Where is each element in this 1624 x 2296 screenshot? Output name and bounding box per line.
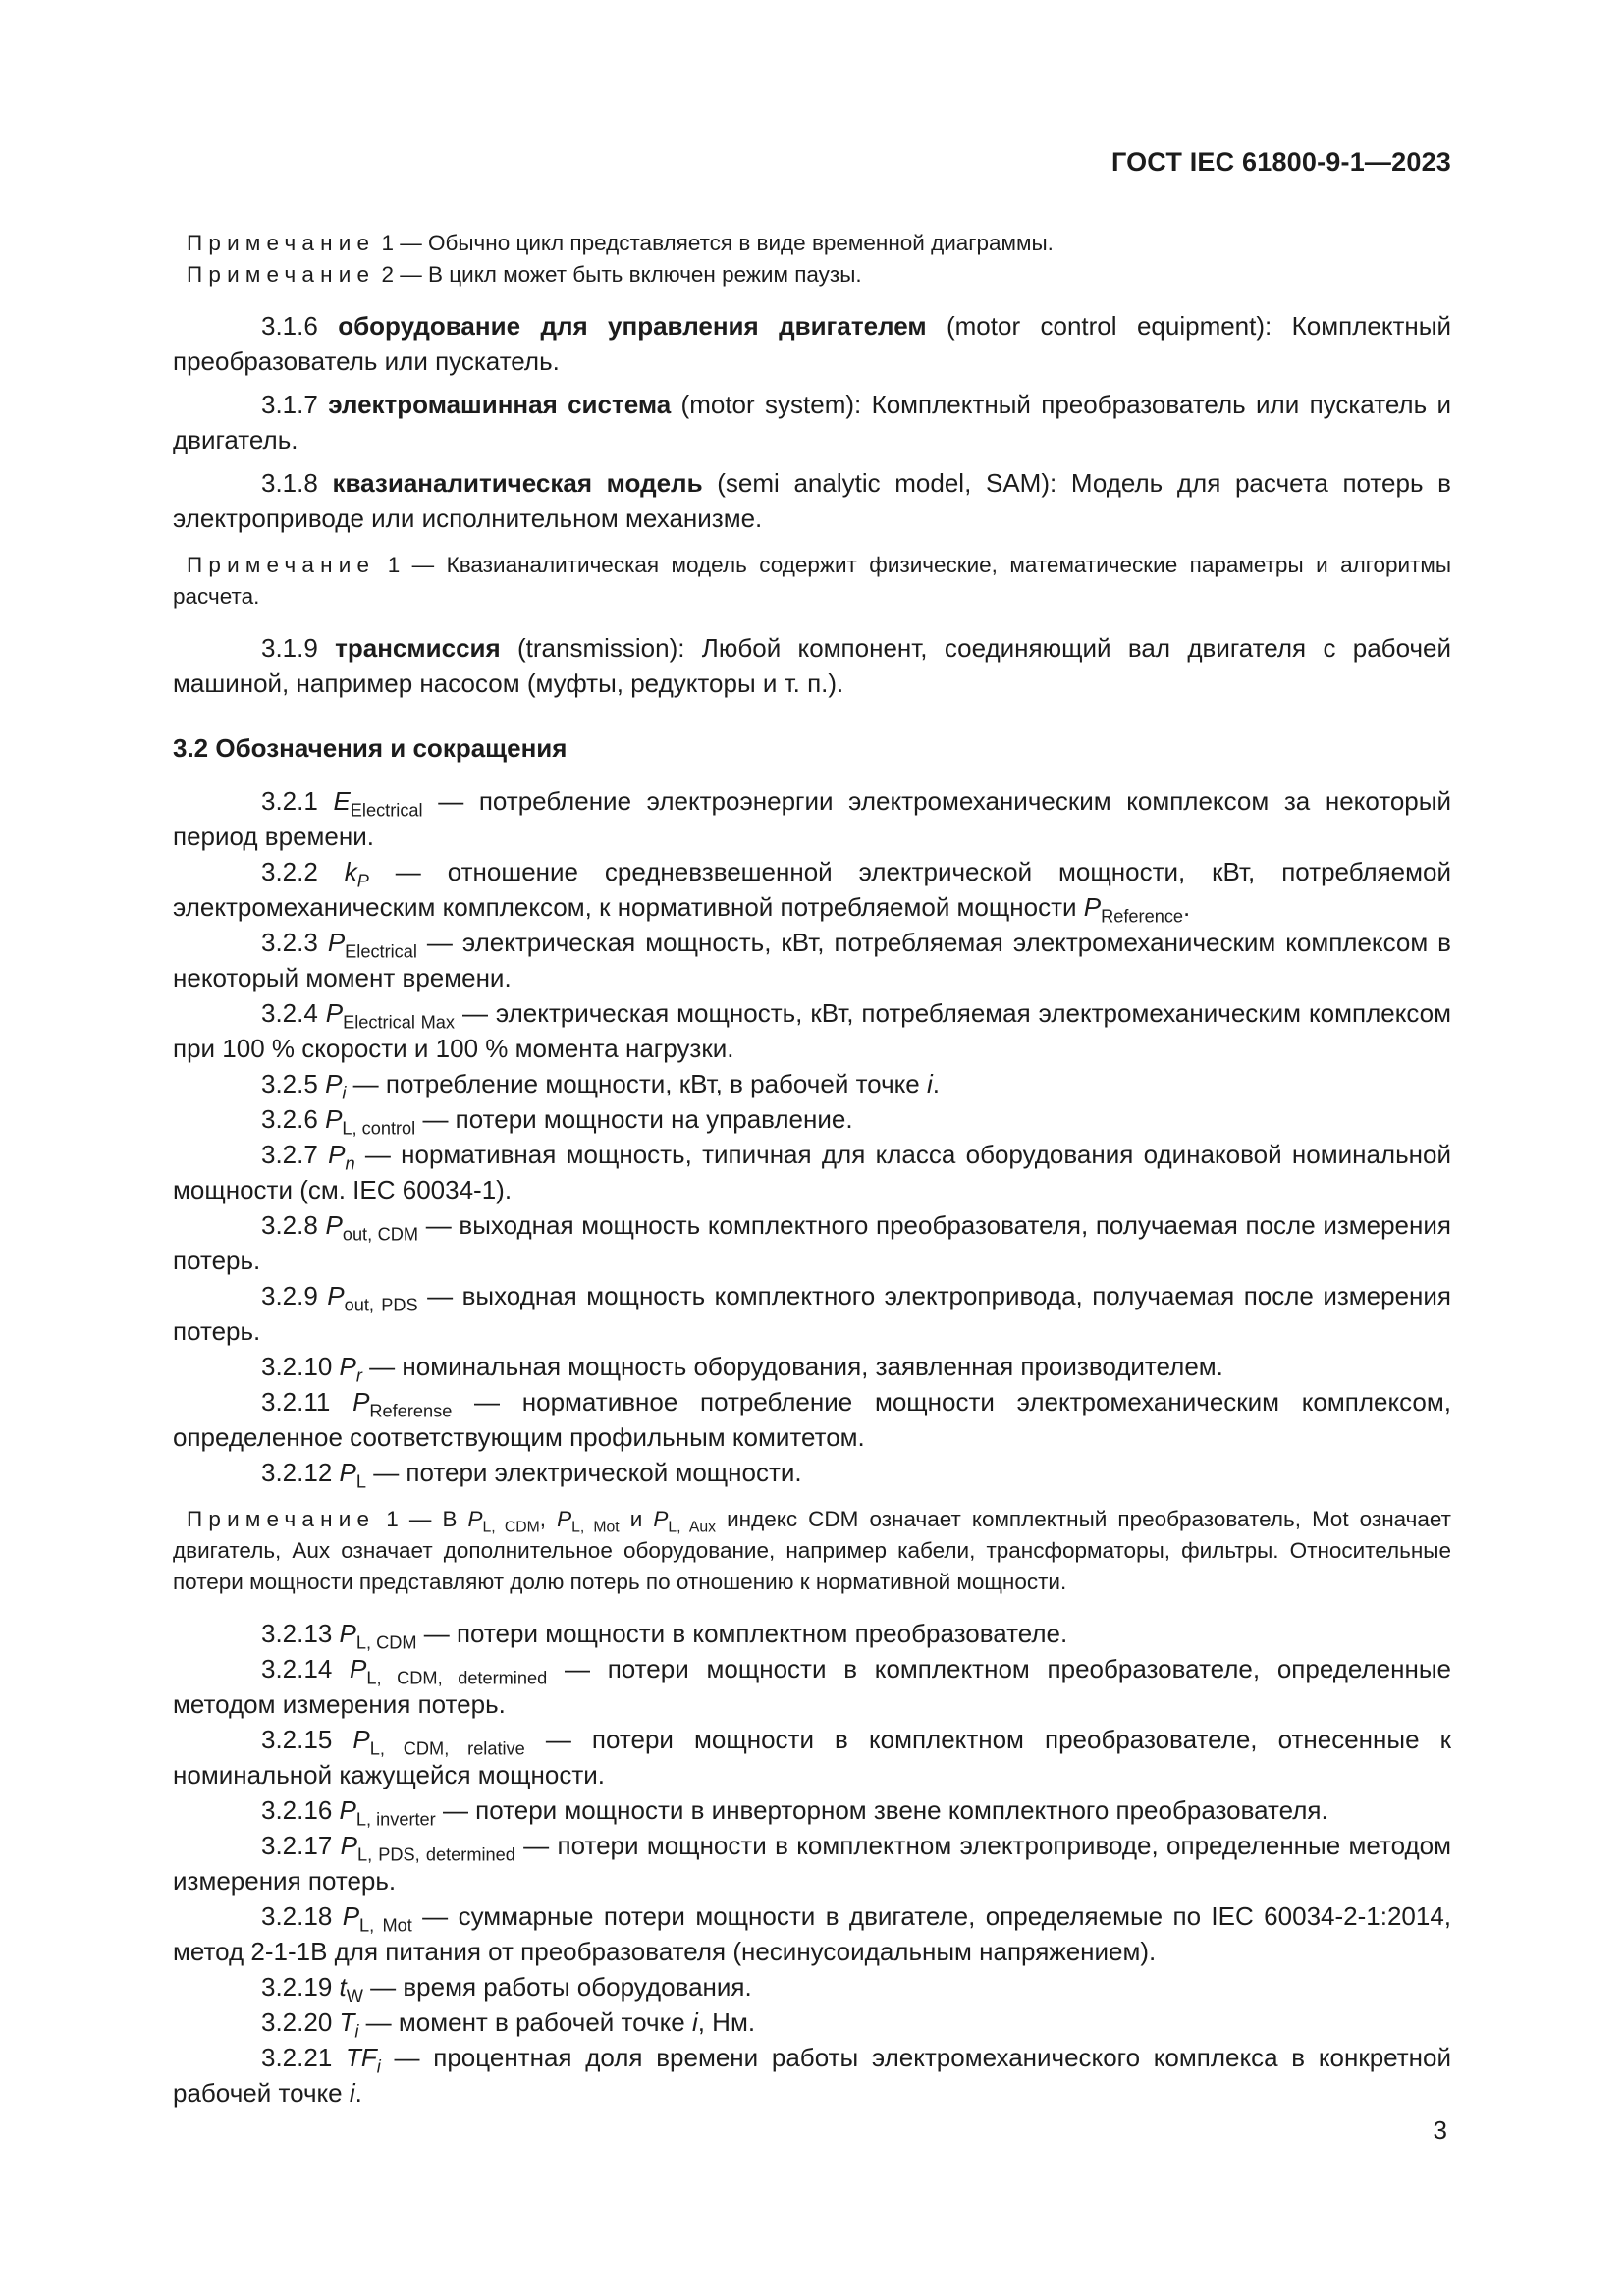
- text-run: — потери мощности на управление.: [415, 1104, 853, 1134]
- definition-paragraph: [173, 1828, 1451, 1898]
- symbol: P: [352, 1725, 370, 1754]
- definition-paragraph: [173, 1722, 1451, 1792]
- subscript: L, PDS, determined: [356, 1844, 515, 1865]
- text-run: 3.2.1: [261, 786, 334, 816]
- term-name: электромашинная система: [328, 390, 672, 419]
- definition-paragraph: [173, 1101, 1451, 1137]
- text-run: — нормативное потребление мощности электромеханическим комплексом, определенное соответствующим профильным комитетом.: [173, 1387, 1451, 1452]
- definition-paragraph: [173, 465, 1451, 536]
- subscript: L, inverter: [355, 1809, 436, 1830]
- definition-paragraph: [173, 1898, 1451, 1969]
- text-run: 3.2.20: [261, 2007, 340, 2037]
- definition-paragraph: [173, 1137, 1451, 1207]
- definition-paragraph: [173, 854, 1451, 925]
- subscript: L, Mot: [359, 1915, 412, 1936]
- symbol: P: [327, 1281, 345, 1310]
- definition-paragraph: [173, 1455, 1451, 1490]
- definition-paragraph: [173, 630, 1451, 701]
- text-run: 3.1.8: [261, 468, 333, 498]
- symbol: P: [1083, 892, 1102, 922]
- text-run: 3.2.5: [261, 1069, 326, 1098]
- text-run: 3.2.7: [261, 1140, 329, 1169]
- text-run: — нормативная мощность, типичная для класса оборудования одинаковой номинальной мощности (см. IEC 60034-1).: [173, 1140, 1451, 1204]
- symbol: P: [325, 998, 344, 1028]
- subscript: L, Mot: [571, 1519, 620, 1536]
- text-run: 1 — Обычно цикл представляется в виде временной диаграммы.: [375, 231, 1054, 255]
- text-run: — выходная мощность комплектного преобразователя, получаемая после измерения потерь.: [173, 1210, 1451, 1275]
- note-paragraph: [173, 1504, 1451, 1598]
- definition-paragraph: [173, 995, 1451, 1066]
- definition-paragraph: [173, 1207, 1451, 1278]
- document-code-header: ГОСТ IEC 61800-9-1—2023: [1110, 147, 1451, 177]
- text-run: 3.2.19: [261, 1972, 340, 2002]
- subscript: i: [354, 2021, 359, 2042]
- symbol: P: [350, 1654, 367, 1683]
- definition-paragraph: [173, 1066, 1451, 1101]
- symbol: P: [653, 1507, 669, 1531]
- text-run: .: [1183, 892, 1191, 922]
- text-run: (transmission): Любой компонент, соединяющий вал двигателя с рабочей машиной, например насосом (муфты, редукторы и т. п.).: [173, 633, 1451, 698]
- symbol: P: [327, 928, 346, 957]
- text-run: — потребление электроэнергии электромеханическим комплексом за некоторый период времени.: [173, 786, 1451, 851]
- symbol: k: [344, 857, 357, 886]
- text-run: — суммарные потери мощности в двигателе, определяемые по IEC 60034-2-1:2014, метод 2-1-1B для питания от преобразователя (несинусоидальным напряжением).: [173, 1901, 1452, 1966]
- subscript: Electrical: [345, 941, 417, 962]
- text-run: и: [619, 1507, 654, 1531]
- text-run: 1 — В: [375, 1507, 468, 1531]
- text-run: — выходная мощность комплектного электропривода, получаемая после измерения потерь.: [173, 1281, 1451, 1346]
- symbol: P: [328, 1140, 346, 1169]
- term-name: оборудование для управления двигателем: [338, 311, 927, 341]
- subscript: P: [356, 871, 369, 891]
- subscript: i: [342, 1083, 347, 1103]
- definition-paragraph: [173, 1792, 1451, 1828]
- text-run: 3.2.17: [261, 1831, 341, 1860]
- text-run: 3.2.16: [261, 1795, 340, 1825]
- subscript: W: [346, 1986, 363, 2006]
- symbol: t: [339, 1972, 347, 2002]
- note-label: Примечание: [187, 553, 376, 577]
- symbol: i: [691, 2007, 698, 2037]
- subscript: Electrical Max: [343, 1012, 456, 1033]
- subscript: L, CDM, relative: [369, 1738, 525, 1759]
- subscript: i: [376, 2056, 381, 2077]
- text-run: 3.1.6: [261, 311, 339, 341]
- text-run: 3.2.11: [261, 1387, 353, 1416]
- subscript: out, CDM: [342, 1224, 419, 1245]
- text-run: .: [354, 2078, 362, 2108]
- text-run: 3.2.6: [261, 1104, 326, 1134]
- page-number: 3: [1433, 2115, 1447, 2145]
- text-run: — номинальная мощность оборудования, заявленная производителем.: [361, 1352, 1223, 1381]
- term-name: квазианалитическая модель: [332, 468, 703, 498]
- definition-paragraph: [173, 925, 1451, 995]
- term-name: трансмиссия: [335, 633, 501, 663]
- symbol: P: [339, 1352, 356, 1381]
- subscript: Electrical: [350, 800, 423, 821]
- subscript: n: [345, 1153, 355, 1174]
- text-run: (motor system): Комплектный преобразователь или пускатель и двигатель.: [173, 390, 1451, 454]
- text-run: 3.2.18: [261, 1901, 343, 1931]
- text-run: (motor control equipment): Комплектный преобразователь или пускатель.: [173, 311, 1451, 376]
- text-run: 3.2 Обозначения и сокращения: [173, 733, 568, 763]
- text-run: 3.2.4: [261, 998, 326, 1028]
- document-body: [173, 228, 1451, 2110]
- text-run: — потребление мощности, кВт, в рабочей точке: [346, 1069, 927, 1098]
- definition-paragraph: [173, 387, 1451, 457]
- text-run: 3.2.13: [261, 1619, 340, 1648]
- text-run: — отношение средневзвешенной электрической мощности, кВт, потребляемой электромеханическим комплексом, к нормативной потребляемой мощности: [173, 857, 1451, 922]
- subscript: L, CDM: [355, 1632, 417, 1653]
- symbol: E: [333, 786, 351, 816]
- text-run: ,: [539, 1507, 558, 1531]
- definition-paragraph: [173, 1651, 1451, 1722]
- symbol: P: [339, 1795, 356, 1825]
- text-run: — процентная доля времени работы электромеханического комплекса в конкретной рабочей точке: [173, 2043, 1452, 2108]
- text-run: — потери мощности в комплектном преобразователе.: [416, 1619, 1068, 1648]
- note-label: Примечание: [187, 1507, 376, 1531]
- symbol: P: [339, 1619, 356, 1648]
- subscript: Reference: [1101, 906, 1184, 927]
- definition-paragraph: [173, 1616, 1451, 1651]
- text-run: индекс CDM означает комплектный преобразователь, Mot означает двигатель, Aux означает дополнительное оборудование, например кабели, трансформаторы, фильтры. Относительные потери мощности представляют долю потерь по отношению к нормативной мощности.: [173, 1507, 1451, 1594]
- note-paragraph: [173, 228, 1451, 259]
- subscript: L, Aux: [668, 1519, 717, 1536]
- text-run: , Нм.: [697, 2007, 756, 2037]
- text-run: (semi analytic model, SAM): Модель для расчета потерь в электроприводе или исполнительном механизме.: [173, 468, 1451, 533]
- note-paragraph: [173, 259, 1451, 291]
- text-run: — момент в рабочей точке: [358, 2007, 692, 2037]
- text-run: — потери электрической мощности.: [365, 1458, 802, 1487]
- symbol: P: [325, 1210, 343, 1240]
- symbol: P: [325, 1069, 343, 1098]
- text-run: 3.2.12: [261, 1458, 340, 1487]
- text-run: 3.2.21: [261, 2043, 347, 2072]
- symbol: i: [926, 1069, 933, 1098]
- text-run: .: [932, 1069, 940, 1098]
- text-run: 3.2.14: [261, 1654, 351, 1683]
- subscript: Referense: [369, 1401, 453, 1421]
- text-run: 3.1.7: [261, 390, 329, 419]
- symbol: P: [325, 1104, 343, 1134]
- symbol: P: [340, 1831, 357, 1860]
- text-run: — потери мощности в комплектном электроприводе, определенные методом измерения потерь.: [173, 1831, 1451, 1896]
- symbol: TF: [346, 2043, 377, 2072]
- text-run: 3.2.9: [261, 1281, 328, 1310]
- text-run: 3.2.15: [261, 1725, 353, 1754]
- text-run: — потери мощности в инверторном звене комплектного преобразователя.: [435, 1795, 1328, 1825]
- text-run: — потери мощности в комплектном преобразователе, отнесенные к номинальной кажущейся мощности.: [173, 1725, 1451, 1789]
- symbol: P: [339, 1458, 356, 1487]
- definition-paragraph: [173, 2040, 1451, 2110]
- symbol: T: [339, 2007, 355, 2037]
- symbol: P: [342, 1901, 360, 1931]
- subscript: L, CDM: [482, 1519, 540, 1536]
- note-label: Примечание: [187, 262, 376, 287]
- note-paragraph: [173, 550, 1451, 613]
- text-run: 3.1.9: [261, 633, 336, 663]
- text-run: 3.2.8: [261, 1210, 326, 1240]
- text-run: 2 — В цикл может быть включен режим паузы.: [375, 262, 862, 287]
- text-run: — время работы оборудования.: [362, 1972, 752, 2002]
- definition-paragraph: [173, 1969, 1451, 2004]
- symbol: P: [467, 1507, 483, 1531]
- text-run: 3.2.3: [261, 928, 328, 957]
- symbol: i: [349, 2078, 355, 2108]
- text-run: — электрическая мощность, кВт, потребляемая электромеханическим комплексом при 100 % скорости и 100 % момента нагрузки.: [173, 998, 1451, 1063]
- subscript: L, CDM, determined: [366, 1668, 548, 1688]
- definition-paragraph: [173, 1278, 1451, 1349]
- definition-paragraph: [173, 308, 1451, 379]
- text-run: 3.2.2: [261, 857, 345, 886]
- section-heading: [173, 730, 1451, 766]
- subscript: out, PDS: [344, 1295, 418, 1315]
- text-run: 1 — Квазианалитическая модель содержит физические, математические параметры и алгоритмы расчета.: [173, 553, 1451, 609]
- definition-paragraph: [173, 783, 1451, 854]
- text-run: — потери мощности в комплектном преобразователе, определенные методом измерения потерь.: [173, 1654, 1451, 1719]
- definition-paragraph: [173, 2004, 1451, 2040]
- subscript: r: [355, 1365, 362, 1386]
- text-run: 3.2.10: [261, 1352, 340, 1381]
- subscript: L, control: [342, 1118, 416, 1139]
- note-label: Примечание: [187, 231, 376, 255]
- text-run: — электрическая мощность, кВт, потребляемая электромеханическим комплексом в некоторый момент времени.: [173, 928, 1451, 992]
- definition-paragraph: [173, 1349, 1451, 1384]
- definition-paragraph: [173, 1384, 1451, 1455]
- symbol: P: [352, 1387, 370, 1416]
- symbol: P: [557, 1507, 572, 1531]
- subscript: L: [355, 1471, 366, 1492]
